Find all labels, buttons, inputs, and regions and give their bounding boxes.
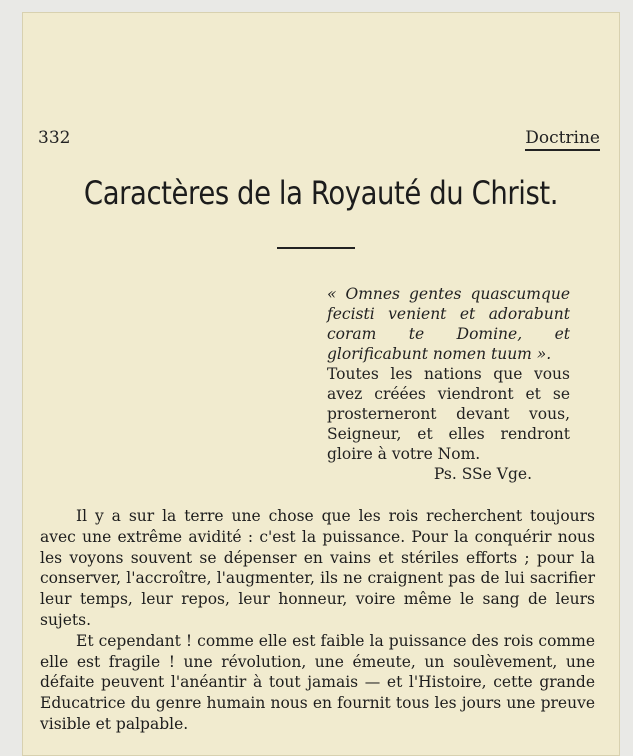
page-number: 332 [38, 128, 71, 148]
epigraph-latin: « Omnes gentes quascumque fecisti venient et adorabunt coram te Domine, et glorificabunt nomen tuum ». [327, 285, 570, 363]
epigraph-source: Ps. SSe Vge. [433, 465, 532, 483]
paragraph: Il y a sur la terre une chose que les rois recherchent toujours avec une extrême avidité : c'est la puissance. Pour la conquérir nous les voyons souvent se dépenser en vains et stériles efforts ; pour la conserver, l'accroître, l'augmenter, ils ne craignent pas de lui sacrifier leur temps, leur repos, leur honneur, voire même le sang de leurs sujets. [40, 507, 595, 629]
title-divider [277, 247, 355, 249]
body-text [40, 506, 595, 735]
epigraph-translation: Toutes les nations que vous avez créées viendront et se prosterneront devant vous, Seigneur, et elles rendront gloire à votre Nom. [327, 365, 570, 463]
paragraph: Et cependant ! comme elle est faible la puissance des rois comme elle est fragile ! une révolution, une émeute, un soulèvement, une défaite peuvent l'anéantir à tout jamais — et l'Histoire, cette grande Educatrice du genre humain nous en fournit tous les jours une preuve visible et palpable. [40, 631, 595, 733]
article-title: Caractères de la Royauté du Christ. [83, 174, 559, 212]
document-page [22, 12, 620, 756]
epigraph [327, 284, 570, 484]
section-label: Doctrine [525, 128, 600, 151]
